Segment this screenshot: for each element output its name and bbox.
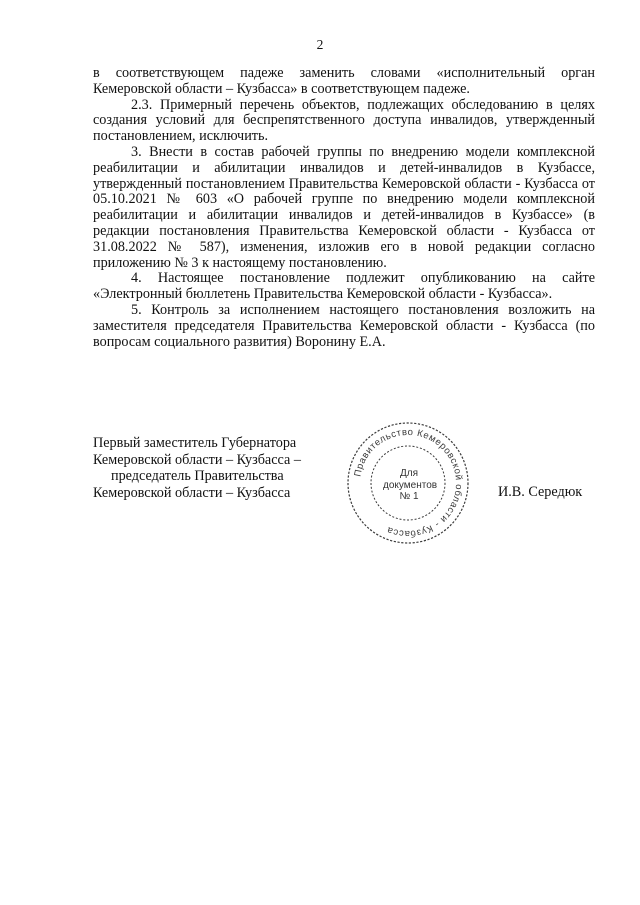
seal-center-line-1: Для — [399, 468, 419, 479]
seal-center-text — [383, 468, 438, 503]
signatory-line-1: Первый заместитель Губернатора — [93, 435, 297, 451]
signatory-line-3: председатель Правительства — [111, 468, 284, 485]
paragraph-2-3: 2.3. Примерный перечень объектов, подлежащих обследованию в целях создания условий для беспрепятственного доступа инвалидов, утвержденный постановлением, исключить. — [93, 96, 595, 145]
document-body — [93, 66, 595, 350]
paragraph-continuation: в соответствующем падеже заменить словами «исполнительный орган Кемеровской области – Кузбасса» в соответствующем падеже. — [93, 65, 595, 97]
seal-center-line-3: № 1 — [399, 491, 419, 502]
paragraph-5: 5. Контроль за исполнением настоящего постановления возложить на заместителя председателя Правительства Кемеровской области - Кузбасса (по вопросам социального развития) Воронину Е.А. — [93, 301, 595, 350]
signatory-line-2: Кемеровской области – Кузбасса – — [93, 451, 301, 468]
paragraph-4: 4. Настоящее постановление подлежит опубликованию на сайте «Электронный бюллетень Правительства Кемеровской области - Кузбасса». — [93, 270, 595, 303]
signatory-title — [93, 435, 333, 501]
seal-ring-text: Правительство Кемеровской области - Кузбасса — [352, 426, 465, 540]
seal-center-line-2: документов — [383, 479, 438, 491]
page-number: 2 — [316, 37, 324, 52]
signatory-name: И.В. Середюк — [498, 484, 583, 500]
signatory-line-4: Кемеровской области – Кузбасса — [93, 484, 291, 501]
official-seal — [343, 418, 473, 548]
paragraph-3: 3. Внести в состав рабочей группы по внедрению модели комплексной реабилитации и абилитации инвалидов и детей-инвалидов в Кузбассе, утвержденный постановлением Правительства Кемеровской области - Кузбасса от 05.10.2021 № 603 «О рабочей группе по внедрению модели комплексной реабилитации и абилитации инвалидов и детей-инвалидов в Кузбассе» (в редакции постановления Правительства Кемеровской области - Кузбасса от 31.08.2022 № 587), изменения, изложив его в новой редакции согласно приложению № 3 к настоящему постановлению. — [93, 143, 595, 271]
